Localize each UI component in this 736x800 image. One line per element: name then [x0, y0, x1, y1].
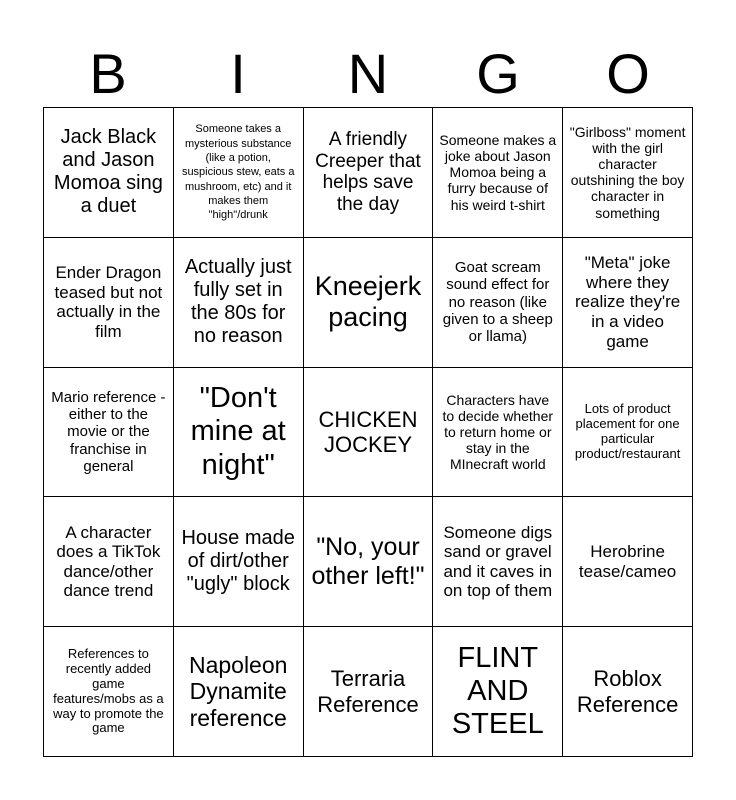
bingo-cell[interactable] [174, 108, 304, 238]
cell-text: Lots of product placement for one particular product/restaurant [574, 401, 681, 461]
bingo-cell[interactable] [563, 368, 693, 498]
bingo-cell[interactable] [174, 497, 304, 627]
header-letter-g: G [476, 42, 520, 105]
header-letter-i: I [230, 42, 246, 105]
header-letter-b: B [89, 42, 127, 105]
bingo-cell[interactable] [174, 238, 304, 368]
bingo-cell[interactable] [563, 238, 693, 368]
cell-text: "Don't mine at night" [190, 381, 286, 481]
bingo-cell[interactable] [304, 368, 434, 498]
cell-text: A friendly Creeper that helps save the day [315, 128, 421, 216]
cell-text: Roblox Reference [576, 666, 679, 717]
cell-text: References to recently added game features/mobs as a way to promote the game [53, 645, 164, 736]
header-letter-o: O [606, 42, 650, 105]
bingo-cell[interactable] [44, 627, 174, 757]
bingo-cell[interactable] [563, 627, 693, 757]
cell-text: "No, your other left!" [311, 533, 425, 590]
cell-text: CHICKEN JOCKEY [318, 406, 418, 457]
cell-text: Actually just fully set in the 80s for no reason [184, 256, 292, 348]
bingo-cell[interactable] [44, 238, 174, 368]
cell-text: Kneejerk pacing [314, 271, 422, 333]
bingo-cell[interactable] [44, 368, 174, 498]
cell-text: Herobrine tease/cameo [578, 542, 677, 581]
cell-text: "Girlboss" moment with the girl character outshining the boy character in something [569, 124, 686, 221]
cell-text: Someone makes a joke about Jason Momoa being a furry because of his weird t-shirt [439, 132, 557, 213]
cell-text: Someone takes a mysterious substance (like a potion, suspicious stew, eats a mushroom, etc) and it makes them "high"/drunk [181, 123, 295, 222]
bingo-cell[interactable] [44, 108, 174, 238]
bingo-grid [43, 107, 693, 757]
cell-text: "Meta" joke where they realize they're in a video game [574, 253, 681, 351]
bingo-cell[interactable] [174, 627, 304, 757]
bingo-cell[interactable] [44, 497, 174, 627]
cell-text: Terraria Reference [317, 666, 419, 717]
bingo-cell[interactable] [563, 497, 693, 627]
bingo-cell[interactable] [304, 627, 434, 757]
bingo-cell[interactable] [304, 108, 434, 238]
cell-text: Someone digs sand or gravel and it caves in on top of them [443, 522, 553, 601]
bingo-cell[interactable] [174, 368, 304, 498]
bingo-header [43, 40, 693, 108]
bingo-cell[interactable] [304, 497, 434, 627]
bingo-cell[interactable] [433, 238, 563, 368]
bingo-cell[interactable] [433, 108, 563, 238]
bingo-cell[interactable] [433, 368, 563, 498]
cell-text: House made of dirt/other "ugly" block [181, 527, 295, 596]
cell-text: Ender Dragon teased but not actually in the film [54, 263, 163, 341]
cell-text: Characters have to decide whether to return home or stay in the MInecraft world [442, 391, 554, 473]
cell-text: Mario reference - either to the movie or the franchise in general [51, 388, 166, 475]
cell-text: Napoleon Dynamite reference [188, 651, 288, 731]
cell-text: A character does a TikTok dance/other dance trend [56, 522, 161, 601]
bingo-cell[interactable] [433, 497, 563, 627]
cell-text: Jack Black and Jason Momoa sing a duet [53, 126, 163, 218]
bingo-cell[interactable] [304, 238, 434, 368]
cell-text: FLINT AND STEEL [451, 641, 544, 741]
cell-text: Goat scream sound effect for no reason (like given to a sheep or llama) [442, 259, 553, 346]
bingo-cell[interactable] [563, 108, 693, 238]
bingo-cell[interactable] [433, 627, 563, 757]
header-letter-n: N [347, 42, 389, 105]
